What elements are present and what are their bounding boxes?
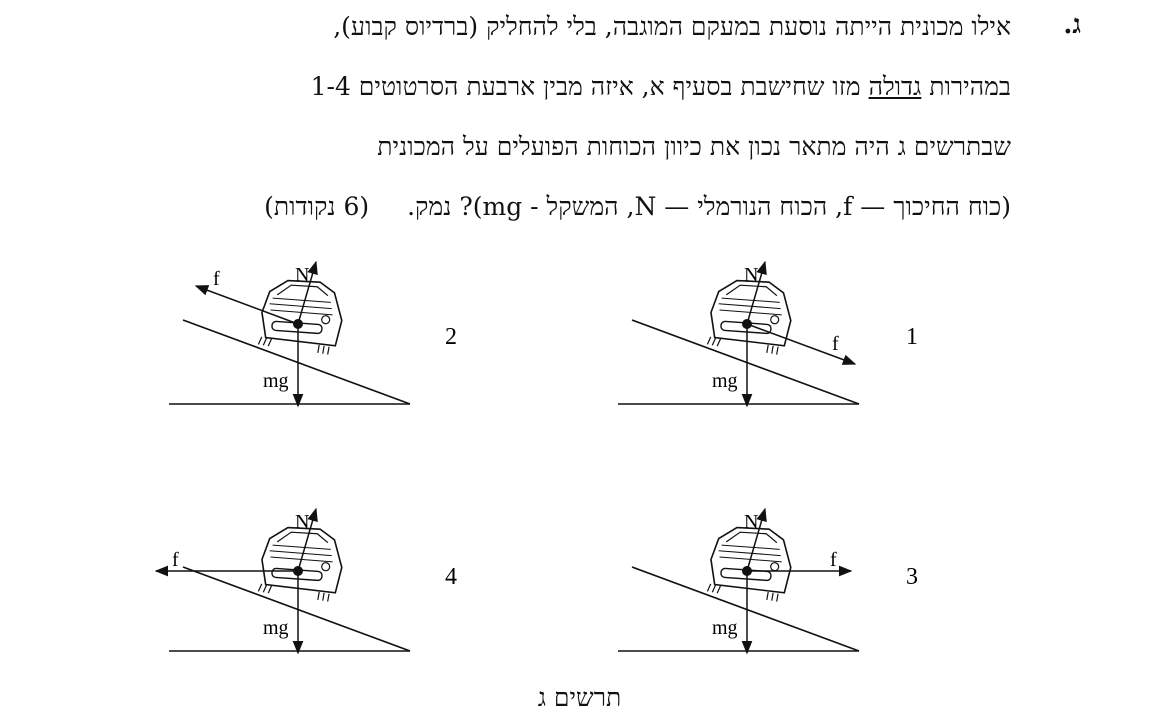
label-f: f xyxy=(213,268,220,290)
label-mg: mg xyxy=(263,617,289,639)
label-N: N xyxy=(295,264,310,286)
line4-text: (כוח החיכוך — f, הכוח הנורמלי — N, המשקל - mg)? נמק. xyxy=(407,192,1011,221)
question-line-3: שבתרשים ג היה מתאר נכון את כיוון הכוחות הפועלים על המכונית xyxy=(377,132,1011,161)
figure-caption: תרשים ג xyxy=(537,683,622,712)
figure-number: 1 xyxy=(906,324,918,350)
label-f: f xyxy=(832,333,839,355)
underlined-word: גדולה xyxy=(868,72,922,101)
figure-number: 3 xyxy=(906,564,918,590)
figure-1 xyxy=(618,262,918,406)
points-label: (6 נקודות) xyxy=(264,192,370,221)
center-dot xyxy=(293,566,303,576)
label-f: f xyxy=(830,549,837,571)
figure-number: 2 xyxy=(445,324,457,350)
figure-number: 4 xyxy=(445,564,457,590)
figure-2 xyxy=(169,262,457,406)
label-f: f xyxy=(172,549,179,571)
label-mg: mg xyxy=(712,370,738,392)
label-N: N xyxy=(295,511,310,533)
center-dot xyxy=(293,319,303,329)
label-N: N xyxy=(744,511,759,533)
label-mg: mg xyxy=(263,370,289,392)
center-dot xyxy=(742,566,752,576)
center-dot xyxy=(742,319,752,329)
question-letter: ג. xyxy=(1063,10,1081,40)
line2-pre: במהירות xyxy=(921,72,1011,101)
label-mg: mg xyxy=(712,617,738,639)
question-line-1: אילו מכונית הייתה נוסעת במעקם המוגבה, בלי להחליק (ברדיוס קבוע), xyxy=(333,12,1011,41)
line2-post: מזו שחישבת בסעיף א, איזה מבין ארבעת הסרטוטים 1-4 xyxy=(310,72,869,101)
label-N: N xyxy=(744,264,759,286)
figure-3 xyxy=(618,509,918,653)
figure-4 xyxy=(156,509,457,653)
